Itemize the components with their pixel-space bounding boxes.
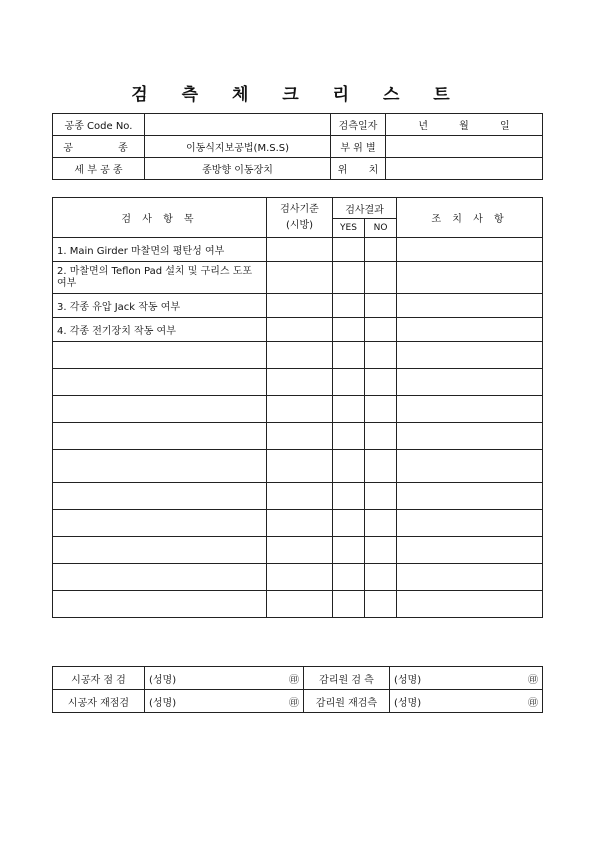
- detail-work-value[interactable]: 종방향 이동장치: [145, 158, 331, 180]
- yes-cell[interactable]: [333, 262, 365, 294]
- supervisor-name-label: (성명): [394, 697, 422, 709]
- standard-cell[interactable]: [267, 537, 333, 564]
- item-cell[interactable]: [53, 450, 267, 483]
- seal-icon: ㊞: [528, 674, 538, 686]
- code-value[interactable]: [145, 114, 331, 136]
- seal-icon: ㊞: [289, 674, 299, 686]
- action-cell[interactable]: [397, 510, 543, 537]
- no-cell[interactable]: [365, 510, 397, 537]
- action-cell[interactable]: [397, 483, 543, 510]
- signature-row-1: [53, 667, 543, 690]
- item-cell[interactable]: [53, 423, 267, 450]
- no-cell[interactable]: [365, 369, 397, 396]
- yes-cell[interactable]: [333, 396, 365, 423]
- supervisor-name-label: (성명): [394, 674, 422, 686]
- location-value[interactable]: [386, 158, 543, 180]
- checklist-row: [53, 537, 543, 564]
- supervisor-reinspection-label: 감리원 재검측: [304, 690, 390, 713]
- standard-cell[interactable]: [267, 591, 333, 618]
- no-cell[interactable]: [365, 564, 397, 591]
- standard-cell[interactable]: [267, 483, 333, 510]
- yes-cell[interactable]: [333, 294, 365, 318]
- yes-cell[interactable]: [333, 423, 365, 450]
- contractor-reinspection-sign[interactable]: [145, 690, 304, 713]
- yes-cell[interactable]: [333, 238, 365, 262]
- standard-cell[interactable]: [267, 510, 333, 537]
- header-row-detail: [53, 158, 543, 180]
- standard-cell[interactable]: [267, 294, 333, 318]
- no-cell[interactable]: [365, 483, 397, 510]
- no-cell[interactable]: [365, 262, 397, 294]
- item-cell[interactable]: [53, 396, 267, 423]
- location-label: 위 치: [331, 158, 386, 180]
- contractor-name-label: (성명): [149, 674, 177, 686]
- action-cell[interactable]: [397, 342, 543, 369]
- no-cell[interactable]: [365, 294, 397, 318]
- action-cell[interactable]: [397, 294, 543, 318]
- checklist-row: [53, 342, 543, 369]
- item-cell[interactable]: [53, 342, 267, 369]
- yes-cell[interactable]: [333, 318, 365, 342]
- item-cell[interactable]: 1. Main Girder 마찰면의 평탄성 여부: [53, 238, 267, 262]
- item-cell[interactable]: [53, 591, 267, 618]
- contractor-inspection-label: 시공자 점 검: [53, 667, 145, 690]
- item-column-header: 검 사 항 목: [53, 198, 267, 238]
- yes-column-header: YES: [333, 219, 365, 238]
- action-cell[interactable]: [397, 238, 543, 262]
- standard-cell[interactable]: [267, 369, 333, 396]
- checklist-row: [53, 318, 543, 342]
- item-cell[interactable]: 3. 각종 유압 Jack 작동 여부: [53, 294, 267, 318]
- action-cell[interactable]: [397, 450, 543, 483]
- yes-cell[interactable]: [333, 450, 365, 483]
- item-cell[interactable]: [53, 483, 267, 510]
- checklist-row: [53, 450, 543, 483]
- no-column-header: NO: [365, 219, 397, 238]
- section-label: 부 위 별: [331, 136, 386, 158]
- seal-icon: ㊞: [528, 697, 538, 709]
- action-cell[interactable]: [397, 537, 543, 564]
- no-cell[interactable]: [365, 318, 397, 342]
- yes-cell[interactable]: [333, 537, 365, 564]
- standard-cell[interactable]: [267, 396, 333, 423]
- checklist-row: [53, 591, 543, 618]
- header-info-table: [52, 113, 543, 180]
- checklist-row: [53, 423, 543, 450]
- standard-header-line2: (시방): [285, 219, 314, 231]
- action-cell[interactable]: [397, 369, 543, 396]
- yes-cell[interactable]: [333, 510, 365, 537]
- no-cell[interactable]: [365, 396, 397, 423]
- no-cell[interactable]: [365, 450, 397, 483]
- supervisor-reinspection-sign[interactable]: [390, 690, 543, 713]
- action-cell[interactable]: [397, 396, 543, 423]
- action-cell[interactable]: [397, 591, 543, 618]
- item-cell[interactable]: 4. 각종 전기장치 작동 여부: [53, 318, 267, 342]
- inspection-date-value[interactable]: 년 월 일: [386, 114, 543, 136]
- checklist-row: [53, 294, 543, 318]
- inspection-date-label: 검측일자: [331, 114, 386, 136]
- item-cell[interactable]: [53, 564, 267, 591]
- no-cell[interactable]: [365, 423, 397, 450]
- yes-cell[interactable]: [333, 483, 365, 510]
- seal-icon: ㊞: [289, 697, 299, 709]
- checklist-row: [53, 564, 543, 591]
- checklist-row: [53, 238, 543, 262]
- standard-column-header: [267, 198, 333, 238]
- contractor-reinspection-label: 시공자 재점검: [53, 690, 145, 713]
- item-cell[interactable]: 2. 마찰면의 Teflon Pad 설치 및 구리스 도포 여부: [53, 262, 267, 294]
- standard-header-line1: 검사기준: [280, 203, 319, 215]
- signature-table: [52, 666, 543, 713]
- supervisor-inspection-sign[interactable]: [390, 667, 543, 690]
- signature-row-2: [53, 690, 543, 713]
- header-row-work-type: [53, 136, 543, 158]
- yes-cell[interactable]: [333, 591, 365, 618]
- work-type-value[interactable]: 이동식지보공법(M.S.S): [145, 136, 331, 158]
- item-cell[interactable]: [53, 537, 267, 564]
- action-cell[interactable]: [397, 262, 543, 294]
- standard-cell[interactable]: [267, 262, 333, 294]
- checklist-header-row-1: [53, 198, 543, 219]
- action-cell[interactable]: [397, 318, 543, 342]
- action-cell[interactable]: [397, 423, 543, 450]
- standard-cell[interactable]: [267, 318, 333, 342]
- item-cell[interactable]: [53, 510, 267, 537]
- checklist-row: [53, 483, 543, 510]
- checklist-row: [53, 369, 543, 396]
- yes-cell[interactable]: [333, 564, 365, 591]
- checklist-row: [53, 262, 543, 294]
- item-cell[interactable]: [53, 369, 267, 396]
- checklist-row: [53, 396, 543, 423]
- checklist-row: [53, 510, 543, 537]
- detail-work-label: 세 부 공 종: [53, 158, 145, 180]
- action-column-header: 조 치 사 항: [397, 198, 543, 238]
- standard-cell[interactable]: [267, 450, 333, 483]
- contractor-name-label: (성명): [149, 697, 177, 709]
- no-cell[interactable]: [365, 238, 397, 262]
- work-type-label: 공 종: [53, 136, 145, 158]
- no-cell[interactable]: [365, 342, 397, 369]
- code-label: 공종 Code No.: [53, 114, 145, 136]
- action-cell[interactable]: [397, 564, 543, 591]
- no-cell[interactable]: [365, 537, 397, 564]
- no-cell[interactable]: [365, 591, 397, 618]
- contractor-inspection-sign[interactable]: [145, 667, 304, 690]
- checklist-table: [52, 197, 543, 618]
- result-column-header: 검사결과: [333, 198, 397, 219]
- page-title: 검 측 체 크 리 스 트: [131, 85, 464, 105]
- header-row-code: [53, 114, 543, 136]
- standard-cell[interactable]: [267, 342, 333, 369]
- standard-cell[interactable]: [267, 238, 333, 262]
- supervisor-inspection-label: 감리원 검 측: [304, 667, 390, 690]
- section-value[interactable]: [386, 136, 543, 158]
- standard-cell[interactable]: [267, 423, 333, 450]
- yes-cell[interactable]: [333, 369, 365, 396]
- yes-cell[interactable]: [333, 342, 365, 369]
- standard-cell[interactable]: [267, 564, 333, 591]
